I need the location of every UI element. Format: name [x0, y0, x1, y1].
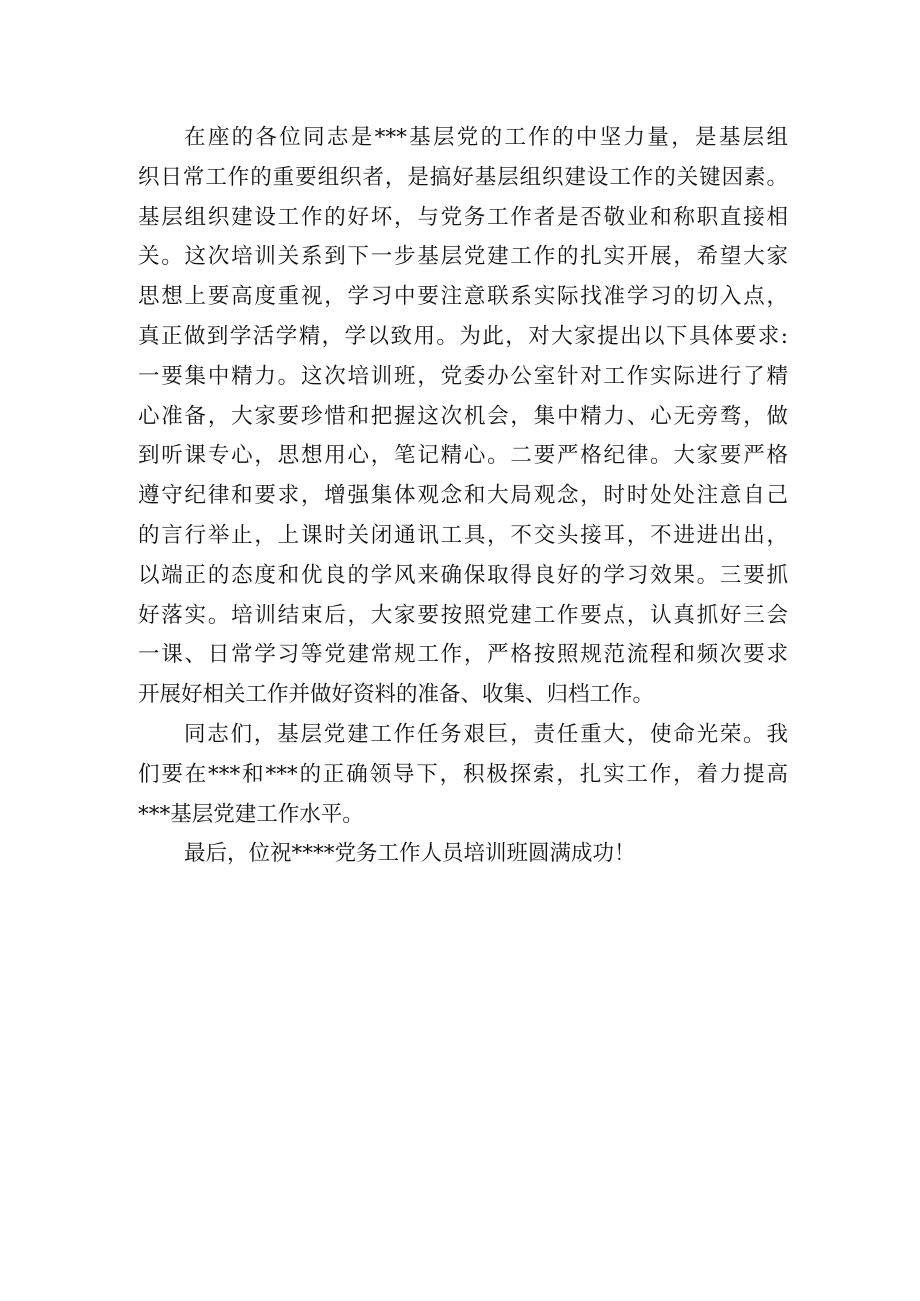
paragraph-comrades	[138, 715, 788, 834]
paragraph-closing	[138, 834, 788, 874]
text-line: ***基层党建工作水平。	[138, 801, 364, 827]
text-line: 在座的各位同志是***基层党的工作的中坚力量，是基层组	[184, 125, 788, 150]
paragraph-requirements	[138, 118, 788, 715]
text-line: 基层组织建设工作的好坏，与党务工作者是否敬业和称职直接相	[138, 204, 788, 230]
text-line: 织日常工作的重要组织者，是搞好基层组织建设工作的关键因素。	[138, 164, 788, 190]
text-line: 遵守纪律和要求，增强集体观念和大局观念，时时处处注意自己	[138, 483, 788, 509]
document-body	[138, 118, 788, 874]
text-line: 同志们，基层党建工作任务艰巨，责任重大，使命光荣。我	[184, 721, 788, 747]
text-line: 到听课专心，思想用心，笔记精心。二要严格纪律。大家要严格	[138, 443, 788, 469]
text-line: 最后，位祝****党务工作人员培训班圆满成功！	[184, 841, 636, 867]
text-line: 思想上要高度重视，学习中要注意联系实际找准学习的切入点，	[138, 284, 788, 310]
text-line: 们要在***和***的正确领导下，积极探索，扎实工作，着力提高	[138, 761, 788, 787]
text-line: 好落实。培训结束后，大家要按照党建工作要点，认真抓好三会	[138, 602, 788, 628]
text-line: 心准备，大家要珍惜和把握这次机会，集中精力、心无旁骛，做	[138, 403, 788, 429]
text-line: 关。这次培训关系到下一步基层党建工作的扎实开展，希望大家	[138, 244, 788, 270]
text-line: 一课、日常学习等党建常规工作，严格按照规范流程和频次要求	[138, 642, 788, 668]
text-line: 一要集中精力。这次培训班，党委办公室针对工作实际进行了精	[138, 363, 788, 389]
text-line: 真正做到学活学精，学以致用。为此，对大家提出以下具体要求:	[138, 323, 788, 349]
text-line: 以端正的态度和优良的学风来确保取得良好的学习效果。三要抓	[138, 562, 788, 588]
text-line: 开展好相关工作并做好资料的准备、收集、归档工作。	[138, 682, 655, 708]
text-line: 的言行举止，上课时关闭通讯工具，不交头接耳，不进进出出，	[138, 522, 788, 548]
